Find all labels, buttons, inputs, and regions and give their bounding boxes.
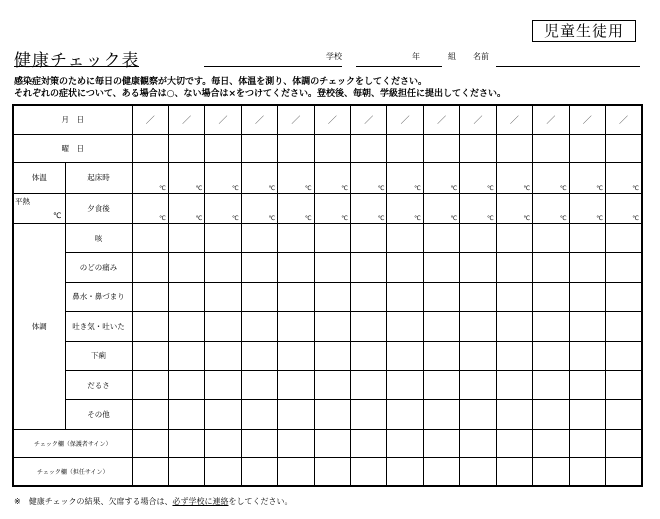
- symptom-check-cell[interactable]: [132, 312, 168, 341]
- symptom-check-cell[interactable]: [423, 341, 459, 370]
- symptom-check-cell[interactable]: [605, 224, 642, 253]
- date-slash: ／: [291, 116, 301, 127]
- footer-prefix: ※ 健康チェックの結果、欠席する場合は、: [14, 497, 173, 506]
- signature-cell[interactable]: [314, 429, 350, 457]
- celsius-unit: ℃: [632, 215, 639, 223]
- symptom-check-cell[interactable]: [168, 370, 204, 399]
- symptom-check-cell[interactable]: [168, 282, 204, 311]
- symptom-check-cell[interactable]: [460, 400, 496, 429]
- date-slash: ／: [618, 116, 628, 127]
- celsius-unit: ℃: [559, 215, 567, 223]
- symptom-check-cell[interactable]: [241, 253, 277, 282]
- symptom-row: [13, 341, 642, 370]
- date-slash: ／: [218, 116, 228, 127]
- weekday-cell[interactable]: [605, 134, 642, 162]
- symptom-check-cell[interactable]: [569, 224, 605, 253]
- weekday-cell[interactable]: [533, 134, 569, 162]
- date-slash: ／: [145, 116, 155, 127]
- date-slash: ／: [509, 116, 519, 127]
- school-label: 学校: [326, 52, 342, 61]
- symptom-check-cell[interactable]: [496, 253, 532, 282]
- signature-cell[interactable]: [168, 458, 204, 487]
- symptom-check-cell[interactable]: [496, 282, 532, 311]
- temperature-cell[interactable]: [569, 163, 605, 193]
- symptom-check-cell[interactable]: [496, 400, 532, 429]
- temperature-cell[interactable]: [496, 193, 532, 223]
- date-cell[interactable]: [205, 105, 241, 134]
- symptom-check-cell[interactable]: [278, 370, 314, 399]
- symptom-check-cell[interactable]: [496, 370, 532, 399]
- symptom-row: [13, 312, 642, 341]
- symptom-check-cell[interactable]: [314, 341, 350, 370]
- celsius-unit: ℃: [341, 184, 349, 192]
- symptom-check-cell[interactable]: [569, 400, 605, 429]
- temperature-cell[interactable]: [460, 163, 496, 193]
- symptom-check-cell[interactable]: [533, 312, 569, 341]
- date-cell[interactable]: [605, 105, 642, 134]
- celsius-unit: ℃: [377, 184, 385, 192]
- signature-cell[interactable]: [533, 429, 569, 457]
- temperature-cell[interactable]: [605, 163, 642, 193]
- signature-cell[interactable]: [569, 458, 605, 487]
- temperature-cell[interactable]: [533, 193, 569, 223]
- symptom-check-cell[interactable]: [569, 312, 605, 341]
- symptom-check-cell[interactable]: [423, 370, 459, 399]
- signature-cell[interactable]: [387, 458, 423, 487]
- symptom-row: [13, 370, 642, 399]
- symptom-check-cell[interactable]: [533, 400, 569, 429]
- signature-cell[interactable]: [132, 429, 168, 457]
- symptom-check-cell[interactable]: [533, 341, 569, 370]
- celsius-unit: ℃: [414, 184, 421, 192]
- symptom-check-cell[interactable]: [496, 224, 532, 253]
- temperature-cell[interactable]: [569, 193, 605, 223]
- signature-cell[interactable]: [460, 429, 496, 457]
- footer-note: [14, 496, 292, 507]
- celsius-unit: ℃: [232, 215, 239, 223]
- date-cell[interactable]: [423, 105, 459, 134]
- temperature-cell[interactable]: [132, 193, 168, 223]
- symptom-check-cell[interactable]: [132, 400, 168, 429]
- weekday-cell[interactable]: [132, 134, 168, 162]
- date-cell[interactable]: [569, 105, 605, 134]
- symptom-check-cell[interactable]: [278, 253, 314, 282]
- temperature-cell[interactable]: [168, 163, 204, 193]
- signature-cell[interactable]: [569, 429, 605, 457]
- celsius-unit: ℃: [304, 215, 312, 223]
- symptom-check-cell[interactable]: [351, 341, 387, 370]
- celsius-unit: ℃: [523, 215, 531, 223]
- weekday-cell[interactable]: [423, 134, 459, 162]
- symptom-check-cell[interactable]: [241, 370, 277, 399]
- symptom-check-cell[interactable]: [351, 282, 387, 311]
- signature-cell[interactable]: [460, 458, 496, 487]
- symptom-row: [13, 253, 642, 282]
- school-field[interactable]: [204, 66, 342, 67]
- symptom-check-cell[interactable]: [496, 341, 532, 370]
- symptom-check-cell[interactable]: [132, 341, 168, 370]
- symptom-check-cell[interactable]: [351, 312, 387, 341]
- weekday-header: 曜 日: [13, 134, 132, 162]
- name-label: 名前: [473, 52, 489, 61]
- footer-school: 学校に連絡: [188, 497, 229, 506]
- teacher-check-label: チェック欄（担任サイン）: [13, 458, 132, 487]
- signature-cell[interactable]: [387, 429, 423, 457]
- symptom-check-cell[interactable]: [387, 341, 423, 370]
- symptom-check-cell[interactable]: [132, 224, 168, 253]
- celsius-unit: ℃: [304, 184, 312, 192]
- symptom-check-cell[interactable]: [278, 341, 314, 370]
- temperature-cell[interactable]: [205, 163, 241, 193]
- symptom-check-cell[interactable]: [351, 370, 387, 399]
- symptom-check-cell[interactable]: [387, 400, 423, 429]
- temp-group-label: 体温: [13, 163, 65, 193]
- symptom-label: のどの痛み: [65, 253, 132, 282]
- name-field[interactable]: [496, 66, 640, 67]
- symptom-check-cell[interactable]: [605, 312, 642, 341]
- page-title: 健康チェック表: [14, 51, 140, 71]
- temperature-cell[interactable]: [168, 193, 204, 223]
- signature-cell[interactable]: [605, 458, 642, 487]
- symptom-check-cell[interactable]: [533, 253, 569, 282]
- symptom-row: [13, 224, 642, 253]
- signature-cell[interactable]: [496, 458, 532, 487]
- symptom-check-cell[interactable]: [314, 312, 350, 341]
- date-cell[interactable]: [533, 105, 569, 134]
- signature-cell[interactable]: [423, 458, 459, 487]
- temperature-cell[interactable]: [314, 193, 350, 223]
- avg-temp-unit: ℃: [53, 211, 62, 221]
- guardian-check-label: チェック欄（保護者サイン）: [13, 429, 132, 457]
- temperature-cell[interactable]: [387, 163, 423, 193]
- date-slash: ／: [546, 116, 556, 127]
- symptom-check-cell[interactable]: [605, 341, 642, 370]
- signature-cell[interactable]: [351, 458, 387, 487]
- symptom-check-cell[interactable]: [314, 253, 350, 282]
- symptom-check-cell[interactable]: [605, 370, 642, 399]
- celsius-unit: ℃: [596, 215, 603, 223]
- weekday-cell[interactable]: [387, 134, 423, 162]
- symptom-check-cell[interactable]: [132, 253, 168, 282]
- celsius-unit: ℃: [596, 184, 603, 192]
- date-slash: ／: [400, 116, 410, 127]
- signature-cell[interactable]: [205, 458, 241, 487]
- date-cell[interactable]: [241, 105, 277, 134]
- symptom-label: その他: [65, 400, 132, 429]
- signature-cell[interactable]: [168, 429, 204, 457]
- symptom-check-cell[interactable]: [569, 282, 605, 311]
- celsius-unit: ℃: [268, 184, 276, 192]
- temperature-cell[interactable]: [387, 193, 423, 223]
- celsius-unit: ℃: [377, 215, 385, 223]
- temp-evening-row: [13, 193, 642, 223]
- temperature-cell[interactable]: [351, 163, 387, 193]
- celsius-unit: ℃: [450, 184, 458, 192]
- symptom-check-cell[interactable]: [168, 224, 204, 253]
- symptom-label: 下痢: [65, 341, 132, 370]
- symptom-check-cell[interactable]: [423, 282, 459, 311]
- symptom-check-cell[interactable]: [605, 282, 642, 311]
- symptom-check-cell[interactable]: [387, 224, 423, 253]
- temperature-cell[interactable]: [205, 193, 241, 223]
- symptom-row: [13, 400, 642, 429]
- celsius-unit: ℃: [486, 184, 494, 192]
- date-slash: ／: [582, 116, 592, 127]
- symptom-check-cell[interactable]: [314, 282, 350, 311]
- symptom-check-cell[interactable]: [205, 341, 241, 370]
- year-label: 年: [412, 52, 420, 61]
- signature-cell[interactable]: [314, 458, 350, 487]
- temperature-cell[interactable]: [496, 163, 532, 193]
- celsius-unit: ℃: [486, 215, 494, 223]
- temperature-cell[interactable]: [605, 193, 642, 223]
- date-cell[interactable]: [132, 105, 168, 134]
- symptom-check-cell[interactable]: [423, 312, 459, 341]
- symptom-check-cell[interactable]: [314, 400, 350, 429]
- symptom-check-cell[interactable]: [278, 282, 314, 311]
- temperature-cell[interactable]: [241, 163, 277, 193]
- symptom-check-cell[interactable]: [241, 400, 277, 429]
- symptom-check-cell[interactable]: [241, 224, 277, 253]
- symptom-check-cell[interactable]: [460, 312, 496, 341]
- date-slash: ／: [437, 116, 447, 127]
- symptom-check-cell[interactable]: [460, 224, 496, 253]
- signature-cell[interactable]: [351, 429, 387, 457]
- signature-cell[interactable]: [241, 429, 277, 457]
- footer-must: 必ず: [172, 497, 189, 506]
- temp-evening-label: 夕食後: [65, 193, 132, 223]
- symptom-check-cell[interactable]: [168, 341, 204, 370]
- temperature-cell[interactable]: [351, 193, 387, 223]
- temperature-cell[interactable]: [278, 193, 314, 223]
- celsius-unit: ℃: [232, 184, 239, 192]
- signature-cell[interactable]: [605, 429, 642, 457]
- celsius-unit: ℃: [159, 184, 166, 192]
- symptom-row: [13, 282, 642, 311]
- temperature-cell[interactable]: [533, 163, 569, 193]
- title-underline: [14, 66, 139, 67]
- temperature-cell[interactable]: [314, 163, 350, 193]
- teacher-check-row: [13, 458, 642, 487]
- signature-cell[interactable]: [423, 429, 459, 457]
- symptom-check-cell[interactable]: [241, 341, 277, 370]
- health-check-table: [12, 104, 643, 487]
- temperature-cell[interactable]: [423, 193, 459, 223]
- year-class-field[interactable]: [356, 66, 442, 67]
- celsius-unit: ℃: [523, 184, 531, 192]
- weekday-cell[interactable]: [314, 134, 350, 162]
- symptom-label: 鼻水・鼻づまり: [65, 282, 132, 311]
- date-cell[interactable]: [351, 105, 387, 134]
- celsius-unit: ℃: [414, 215, 421, 223]
- symptom-check-cell[interactable]: [205, 224, 241, 253]
- symptom-label: 咳: [65, 224, 132, 253]
- weekday-cell[interactable]: [496, 134, 532, 162]
- symptom-check-cell[interactable]: [569, 253, 605, 282]
- symptom-check-cell[interactable]: [387, 312, 423, 341]
- date-cell[interactable]: [314, 105, 350, 134]
- date-cell[interactable]: [278, 105, 314, 134]
- symptom-check-cell[interactable]: [387, 253, 423, 282]
- form-type-badge: 児童生徒用: [532, 20, 636, 42]
- symptom-check-cell[interactable]: [460, 253, 496, 282]
- symptom-check-cell[interactable]: [605, 253, 642, 282]
- temperature-cell[interactable]: [132, 163, 168, 193]
- symptom-check-cell[interactable]: [205, 400, 241, 429]
- symptom-check-cell[interactable]: [205, 370, 241, 399]
- symptom-check-cell[interactable]: [387, 370, 423, 399]
- symptom-check-cell[interactable]: [423, 400, 459, 429]
- class-label: 組: [448, 52, 456, 61]
- temperature-cell[interactable]: [241, 193, 277, 223]
- weekday-cell[interactable]: [569, 134, 605, 162]
- signature-cell[interactable]: [205, 429, 241, 457]
- date-header: 月 日: [13, 105, 132, 134]
- condition-group-label: 体調: [13, 224, 65, 430]
- symptom-check-cell[interactable]: [351, 224, 387, 253]
- date-cell[interactable]: [387, 105, 423, 134]
- symptom-check-cell[interactable]: [460, 341, 496, 370]
- symptom-label: だるさ: [65, 370, 132, 399]
- avg-temp-cell[interactable]: [13, 193, 65, 223]
- symptom-check-cell[interactable]: [533, 282, 569, 311]
- symptom-check-cell[interactable]: [605, 400, 642, 429]
- temperature-cell[interactable]: [460, 193, 496, 223]
- celsius-unit: ℃: [268, 215, 276, 223]
- symptom-check-cell[interactable]: [351, 400, 387, 429]
- symptom-check-cell[interactable]: [205, 282, 241, 311]
- symptom-check-cell[interactable]: [351, 253, 387, 282]
- symptom-check-cell[interactable]: [569, 341, 605, 370]
- symptom-check-cell[interactable]: [423, 224, 459, 253]
- symptom-check-cell[interactable]: [460, 370, 496, 399]
- weekday-cell[interactable]: [460, 134, 496, 162]
- celsius-unit: ℃: [450, 215, 458, 223]
- weekday-cell[interactable]: [278, 134, 314, 162]
- celsius-unit: ℃: [195, 184, 203, 192]
- date-slash: ／: [327, 116, 337, 127]
- date-cell[interactable]: [168, 105, 204, 134]
- symptom-check-cell[interactable]: [314, 370, 350, 399]
- symptom-check-cell[interactable]: [205, 312, 241, 341]
- temperature-cell[interactable]: [423, 163, 459, 193]
- signature-cell[interactable]: [278, 429, 314, 457]
- footer-suffix: をしてください。: [228, 497, 293, 506]
- symptom-check-cell[interactable]: [132, 282, 168, 311]
- symptom-check-cell[interactable]: [278, 312, 314, 341]
- temp-wake-label: 起床時: [65, 163, 132, 193]
- notice-line-1: 感染症対策のために毎日の健康観察が大切です。毎日、体温を測り、体調のチェックをしてください。: [14, 77, 428, 87]
- celsius-unit: ℃: [341, 215, 349, 223]
- date-slash: ／: [364, 116, 374, 127]
- celsius-unit: ℃: [632, 184, 639, 192]
- symptom-check-cell[interactable]: [314, 224, 350, 253]
- signature-cell[interactable]: [132, 458, 168, 487]
- date-slash: ／: [182, 116, 192, 127]
- celsius-unit: ℃: [195, 215, 203, 223]
- symptom-check-cell[interactable]: [533, 370, 569, 399]
- symptom-check-cell[interactable]: [168, 400, 204, 429]
- celsius-unit: ℃: [559, 184, 567, 192]
- weekday-row: [13, 134, 642, 162]
- signature-cell[interactable]: [496, 429, 532, 457]
- date-row: [13, 105, 642, 134]
- weekday-cell[interactable]: [351, 134, 387, 162]
- symptom-check-cell[interactable]: [132, 370, 168, 399]
- temperature-cell[interactable]: [278, 163, 314, 193]
- weekday-cell[interactable]: [205, 134, 241, 162]
- symptom-check-cell[interactable]: [533, 224, 569, 253]
- signature-cell[interactable]: [278, 458, 314, 487]
- symptom-check-cell[interactable]: [278, 224, 314, 253]
- symptom-check-cell[interactable]: [496, 312, 532, 341]
- date-cell[interactable]: [460, 105, 496, 134]
- symptom-check-cell[interactable]: [168, 312, 204, 341]
- symptom-check-cell[interactable]: [278, 400, 314, 429]
- symptom-check-cell[interactable]: [569, 370, 605, 399]
- symptom-label: 吐き気・吐いた: [65, 312, 132, 341]
- symptom-check-cell[interactable]: [205, 253, 241, 282]
- date-slash: ／: [473, 116, 483, 127]
- temp-wake-row: [13, 163, 642, 193]
- date-cell[interactable]: [496, 105, 532, 134]
- celsius-unit: ℃: [159, 215, 166, 223]
- weekday-cell[interactable]: [168, 134, 204, 162]
- symptom-check-cell[interactable]: [168, 253, 204, 282]
- avg-temp-label: 平熱: [15, 196, 30, 206]
- notice-line-2: それぞれの症状について、ある場合は○、ない場合は×をつけてください。登校後、毎朝、学級担任に提出してください。: [14, 89, 507, 99]
- signature-cell[interactable]: [241, 458, 277, 487]
- symptom-check-cell[interactable]: [423, 253, 459, 282]
- symptom-check-cell[interactable]: [460, 282, 496, 311]
- weekday-cell[interactable]: [241, 134, 277, 162]
- symptom-check-cell[interactable]: [241, 312, 277, 341]
- symptom-check-cell[interactable]: [241, 282, 277, 311]
- symptom-check-cell[interactable]: [387, 282, 423, 311]
- guardian-check-row: [13, 429, 642, 457]
- signature-cell[interactable]: [533, 458, 569, 487]
- date-slash: ／: [254, 116, 264, 127]
